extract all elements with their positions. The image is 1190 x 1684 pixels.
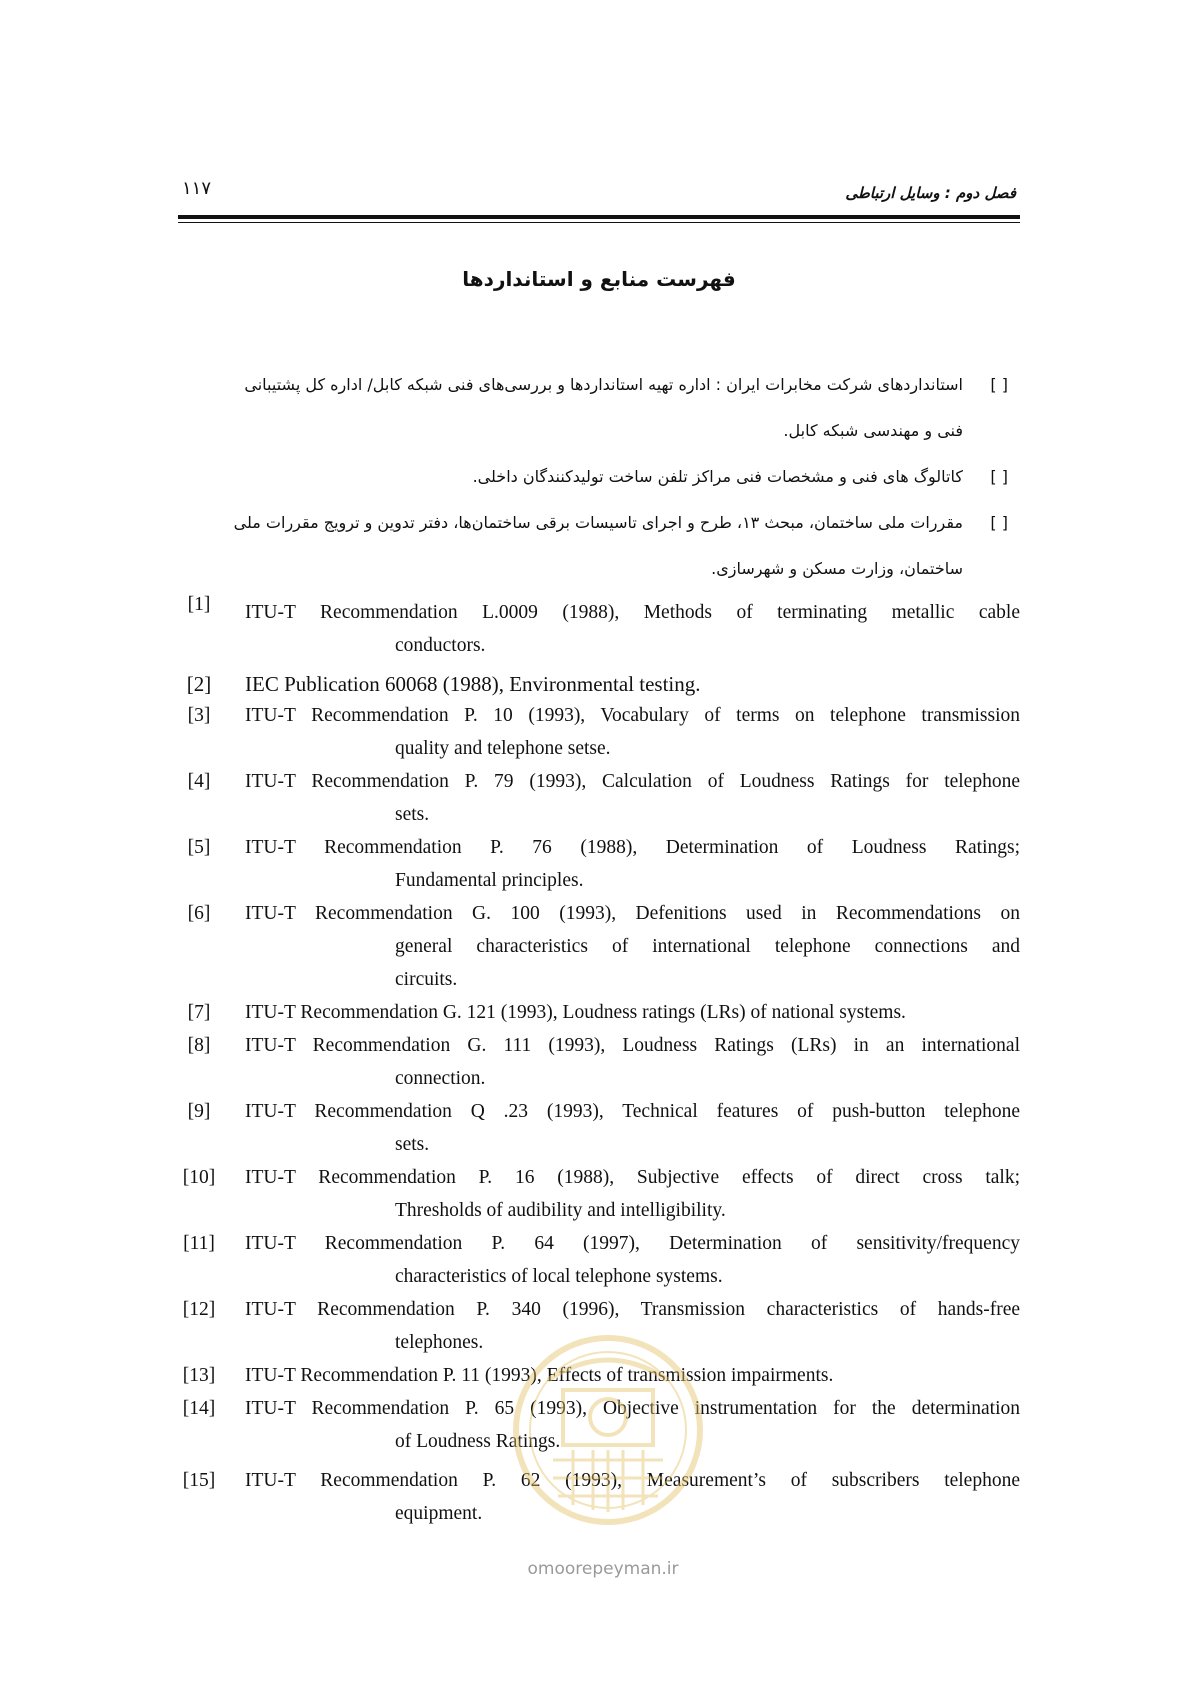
reference-text: ITU-T Recommendation P. 62 (1993), Measurement’s of subscribers telephone: [245, 1470, 1020, 1491]
reference-item: [178, 668, 1020, 701]
reference-text: کاتالوگ های فنی و مشخصات فنی مراکز تلفن ساخت تولیدکنندگان داخلی.: [472, 467, 963, 486]
reference-text: ITU-T Recommendation G. 121 (1993), Loudness ratings (LRs) of national systems.: [245, 1002, 906, 1023]
seal-logo-icon: [508, 1320, 708, 1540]
reference-text: استانداردهای شرکت مخابرات ایران : اداره تهیه استانداردها و بررسی‌های فنی شبکه کابل/ اداره کل پشتیبانی: [244, 375, 963, 394]
reference-text: ITU-T Recommendation P. 65 (1993), Objective instrumentation for the determination: [245, 1398, 1020, 1419]
reference-text: ITU-T Recommendation P. 340 (1996), Transmission characteristics of hands-free: [245, 1299, 1020, 1320]
reference-item: [178, 996, 1020, 1029]
reference-text-continued: conductors.: [395, 635, 486, 656]
reference-number: [3]: [187, 705, 211, 726]
section-title: فهرست منابع و استانداردها: [462, 267, 736, 291]
reference-text-continued: characteristics of local telephone systems.: [395, 1266, 723, 1287]
reference-bracket: [ ]: [990, 513, 1008, 532]
reference-text-continued: فنی و مهندسی شبکه کابل.: [783, 421, 963, 440]
watermark-site: omoorepeyman.ir: [527, 1559, 679, 1579]
reference-text-continued: sets.: [395, 1134, 430, 1155]
reference-item: [178, 1095, 1020, 1161]
reference-number: [8]: [187, 1035, 211, 1056]
reference-number: [1]: [187, 594, 211, 615]
reference-number: [5]: [187, 837, 211, 858]
reference-text: ITU-T Recommendation P. 79 (1993), Calculation of Loudness Ratings for telephone: [245, 771, 1020, 792]
reference-text-continued: equipment.: [395, 1503, 483, 1524]
reference-text-continued: of Loudness Ratings.: [395, 1431, 561, 1452]
reference-number: [11]: [183, 1233, 215, 1254]
reference-number: [10]: [182, 1167, 216, 1188]
reference-item: [178, 1227, 1020, 1293]
reference-text-continued: Fundamental principles.: [395, 870, 584, 891]
page-header: [178, 178, 1018, 218]
persian-reference-item: [178, 500, 1020, 592]
reference-text: مقررات ملی ساختمان، مبحث ۱۳، طرح و اجرای تاسیسات برقی ساختمان‌ها، دفتر تدوین و ترویج مقررات ملی: [233, 513, 963, 532]
reference-text-continued: Thresholds of audibility and intelligibility.: [395, 1200, 726, 1221]
reference-text-continued: sets.: [395, 804, 430, 825]
reference-text: IEC Publication 60068 (1988), Environmental testing.: [245, 672, 701, 696]
reference-number: [13]: [182, 1365, 216, 1386]
reference-number: [15]: [182, 1470, 216, 1491]
reference-item: [178, 1029, 1020, 1095]
reference-number: [2]: [186, 672, 212, 696]
reference-number: [14]: [182, 1398, 216, 1419]
reference-text: ITU-T Recommendation P. 11 (1993), Effects of transmission impairments.: [245, 1365, 834, 1386]
reference-text-continued: circuits.: [395, 969, 458, 990]
persian-reference-list: [178, 362, 1020, 592]
page-number: ۱۱۷: [182, 178, 212, 199]
reference-item: [178, 699, 1020, 765]
reference-item: [178, 1161, 1020, 1227]
reference-number: [9]: [187, 1101, 211, 1122]
reference-text: ITU-T Recommendation P. 10 (1993), Vocabulary of terms on telephone transmission: [245, 705, 1020, 726]
reference-text-continued: connection.: [395, 1068, 486, 1089]
reference-text-continued: telephones.: [395, 1332, 484, 1353]
reference-text: ITU-T Recommendation P. 64 (1997), Determination of sensitivity/frequency: [245, 1233, 1020, 1254]
reference-text-continued: quality and telephone setse.: [395, 738, 611, 759]
reference-text: ITU-T Recommendation Q .23 (1993), Technical features of push-button telephone: [245, 1101, 1020, 1122]
reference-item: [178, 765, 1020, 831]
reference-number: [6]: [187, 903, 211, 924]
reference-item: [178, 831, 1020, 897]
header-rule-thin: [178, 222, 1020, 223]
header-rule-thick: [178, 215, 1020, 219]
reference-text: ITU-T Recommendation P. 16 (1988), Subjective effects of direct cross talk;: [245, 1167, 1020, 1188]
chapter-title: فصل دوم : وسایل ارتباطی: [845, 184, 1016, 202]
reference-text: ITU-T Recommendation G. 111 (1993), Loudness Ratings (LRs) in an international: [245, 1035, 1020, 1056]
reference-bracket: [ ]: [990, 467, 1008, 486]
reference-text: ITU-T Recommendation L.0009 (1988), Methods of terminating metallic cable: [245, 602, 1020, 623]
reference-text-continued: general characteristics of international telephone connections and: [395, 936, 1020, 957]
persian-reference-item: [178, 362, 1020, 454]
reference-text: ITU-T Recommendation G. 100 (1993), Defenitions used in Recommendations on: [245, 903, 1020, 924]
reference-text: ITU-T Recommendation P. 76 (1988), Determination of Loudness Ratings;: [245, 837, 1020, 858]
reference-item: [178, 596, 1020, 662]
reference-text-continued: ساختمان، وزارت مسکن و شهرسازی.: [711, 559, 963, 578]
reference-bracket: [ ]: [990, 375, 1008, 394]
reference-item: [178, 897, 1020, 996]
reference-number: [4]: [187, 771, 211, 792]
reference-number: [12]: [182, 1299, 216, 1320]
reference-number: [7]: [187, 1002, 211, 1023]
persian-reference-item: [178, 454, 1020, 500]
